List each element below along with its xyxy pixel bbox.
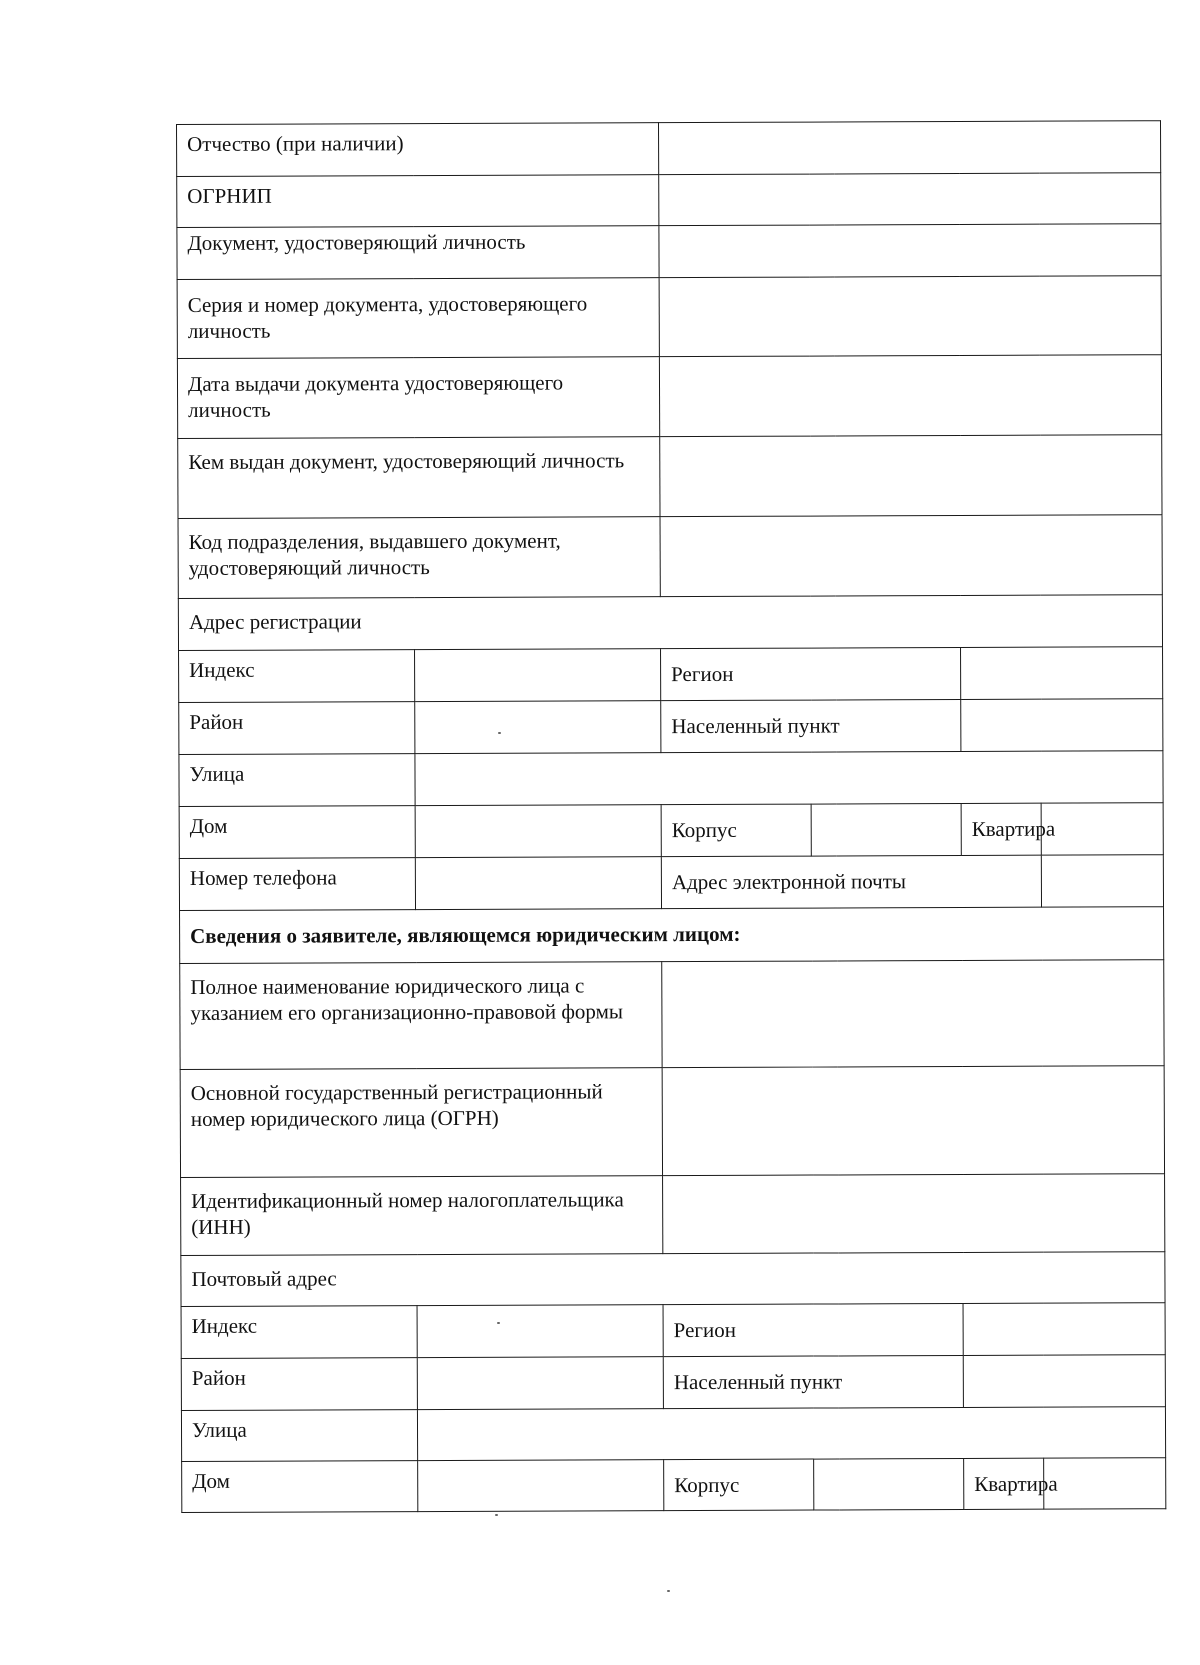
row-doc-issued-by xyxy=(178,435,1162,519)
post-locality-field[interactable] xyxy=(963,1355,1165,1408)
doc-issued-by-label: Кем выдан документ, удостоверяющий личность xyxy=(178,437,660,519)
post-district-label: Район xyxy=(181,1358,417,1411)
ogrnip-field[interactable] xyxy=(659,173,1161,226)
reg-apartment-label: Квартира xyxy=(961,803,1041,855)
reg-street-label: Улица xyxy=(179,754,415,807)
reg-index-field[interactable] xyxy=(415,649,661,702)
post-index-field[interactable] xyxy=(417,1305,663,1358)
doc-issued-by-field[interactable] xyxy=(660,435,1162,517)
post-apartment-label: Квартира xyxy=(964,1458,1044,1509)
reg-building-label: Корпус xyxy=(661,804,811,857)
doc-issue-date-field[interactable] xyxy=(659,355,1161,437)
reg-building-field[interactable] xyxy=(811,803,961,856)
row-registration-heading xyxy=(178,595,1162,651)
legal-full-name-label: Полное наименование юридического лица с указанием его организационно-правовой формы xyxy=(180,962,662,1070)
reg-apartment-field[interactable] xyxy=(1041,803,1163,855)
doc-series-number-field[interactable] xyxy=(659,276,1161,357)
reg-locality-label: Населенный пункт xyxy=(661,699,961,752)
row-identity-doc xyxy=(177,224,1161,280)
row-reg-district-locality xyxy=(179,699,1163,755)
row-ogrnip xyxy=(177,173,1161,228)
registration-address-heading: Адрес регистрации xyxy=(178,595,1162,651)
post-building-field[interactable] xyxy=(814,1458,964,1510)
reg-email-field[interactable] xyxy=(1041,855,1163,907)
legal-ogrn-label: Основной государственный регистрационный номер юридического лица (ОГРН) xyxy=(180,1068,662,1178)
reg-phone-field[interactable] xyxy=(415,857,661,910)
reg-locality-field[interactable] xyxy=(961,699,1163,752)
scan-speck xyxy=(498,732,501,734)
row-reg-index-region xyxy=(179,647,1163,703)
reg-email-label: Адрес электронной почты xyxy=(661,855,1041,908)
row-doc-division-code xyxy=(178,515,1162,599)
row-reg-phone-email xyxy=(179,855,1163,911)
doc-series-number-label: Серия и номер документа, удостоверяющего личность xyxy=(177,278,659,359)
reg-house-field[interactable] xyxy=(415,805,661,858)
reg-house-label: Дом xyxy=(179,806,415,859)
post-region-label: Регион xyxy=(663,1303,963,1356)
doc-division-code-field[interactable] xyxy=(660,515,1162,597)
reg-district-label: Район xyxy=(179,702,415,755)
row-reg-street xyxy=(179,751,1163,807)
reg-region-field[interactable] xyxy=(961,647,1163,700)
legal-inn-field[interactable] xyxy=(663,1174,1165,1254)
post-region-field[interactable] xyxy=(963,1303,1165,1356)
row-reg-house xyxy=(179,803,1163,859)
post-locality-label: Населенный пункт xyxy=(663,1355,963,1408)
post-street-label: Улица xyxy=(181,1410,417,1462)
post-index-label: Индекс xyxy=(181,1306,417,1359)
post-building-label: Корпус xyxy=(664,1459,814,1511)
row-post-index-region xyxy=(181,1303,1165,1359)
legal-full-name-field[interactable] xyxy=(662,960,1164,1068)
reg-district-field[interactable] xyxy=(415,701,661,754)
row-postal-heading xyxy=(181,1252,1165,1307)
reg-index-label: Индекс xyxy=(179,650,415,703)
row-patronymic xyxy=(177,121,1161,177)
patronymic-label: Отчество (при наличии) xyxy=(177,123,659,177)
row-legal-inn xyxy=(181,1174,1165,1256)
row-legal-full-name xyxy=(180,960,1164,1070)
row-post-house xyxy=(182,1458,1166,1513)
post-house-label: Дом xyxy=(182,1461,418,1513)
scan-speck xyxy=(667,1590,670,1592)
legal-inn-label: Идентификационный номер налогоплательщика (ИНН) xyxy=(181,1176,663,1256)
row-post-district-locality xyxy=(181,1355,1165,1411)
doc-division-code-label: Код подразделения, выдавшего документ, удостоверяющий личность xyxy=(178,517,660,599)
scan-speck xyxy=(495,1514,498,1516)
identity-doc-field[interactable] xyxy=(659,224,1161,278)
row-doc-issue-date xyxy=(177,355,1161,439)
post-house-field[interactable] xyxy=(418,1460,664,1512)
post-district-field[interactable] xyxy=(417,1357,663,1410)
ogrnip-label: ОГРНИП xyxy=(177,175,659,228)
legal-ogrn-field[interactable] xyxy=(662,1066,1164,1176)
post-apartment-field[interactable] xyxy=(1044,1458,1166,1509)
postal-address-heading: Почтовый адрес xyxy=(181,1252,1165,1307)
reg-phone-label: Номер телефона xyxy=(179,858,415,911)
patronymic-field[interactable] xyxy=(659,121,1161,175)
reg-street-field[interactable] xyxy=(415,751,1163,806)
reg-region-label: Регион xyxy=(661,647,961,700)
row-legal-ogrn xyxy=(180,1066,1164,1178)
doc-issue-date-label: Дата выдачи документа удостоверяющего личность xyxy=(177,357,659,439)
post-street-field[interactable] xyxy=(417,1407,1165,1461)
legal-entity-section-heading: Сведения о заявителе, являющемся юридическим лицом: xyxy=(180,907,1164,964)
row-legal-entity-heading xyxy=(180,907,1164,964)
scan-speck xyxy=(497,1322,500,1324)
identity-doc-label: Документ, удостоверяющий личность xyxy=(177,226,659,280)
row-post-street xyxy=(181,1407,1165,1462)
row-doc-series-number xyxy=(177,276,1161,359)
applicant-form-table xyxy=(176,120,1166,1513)
